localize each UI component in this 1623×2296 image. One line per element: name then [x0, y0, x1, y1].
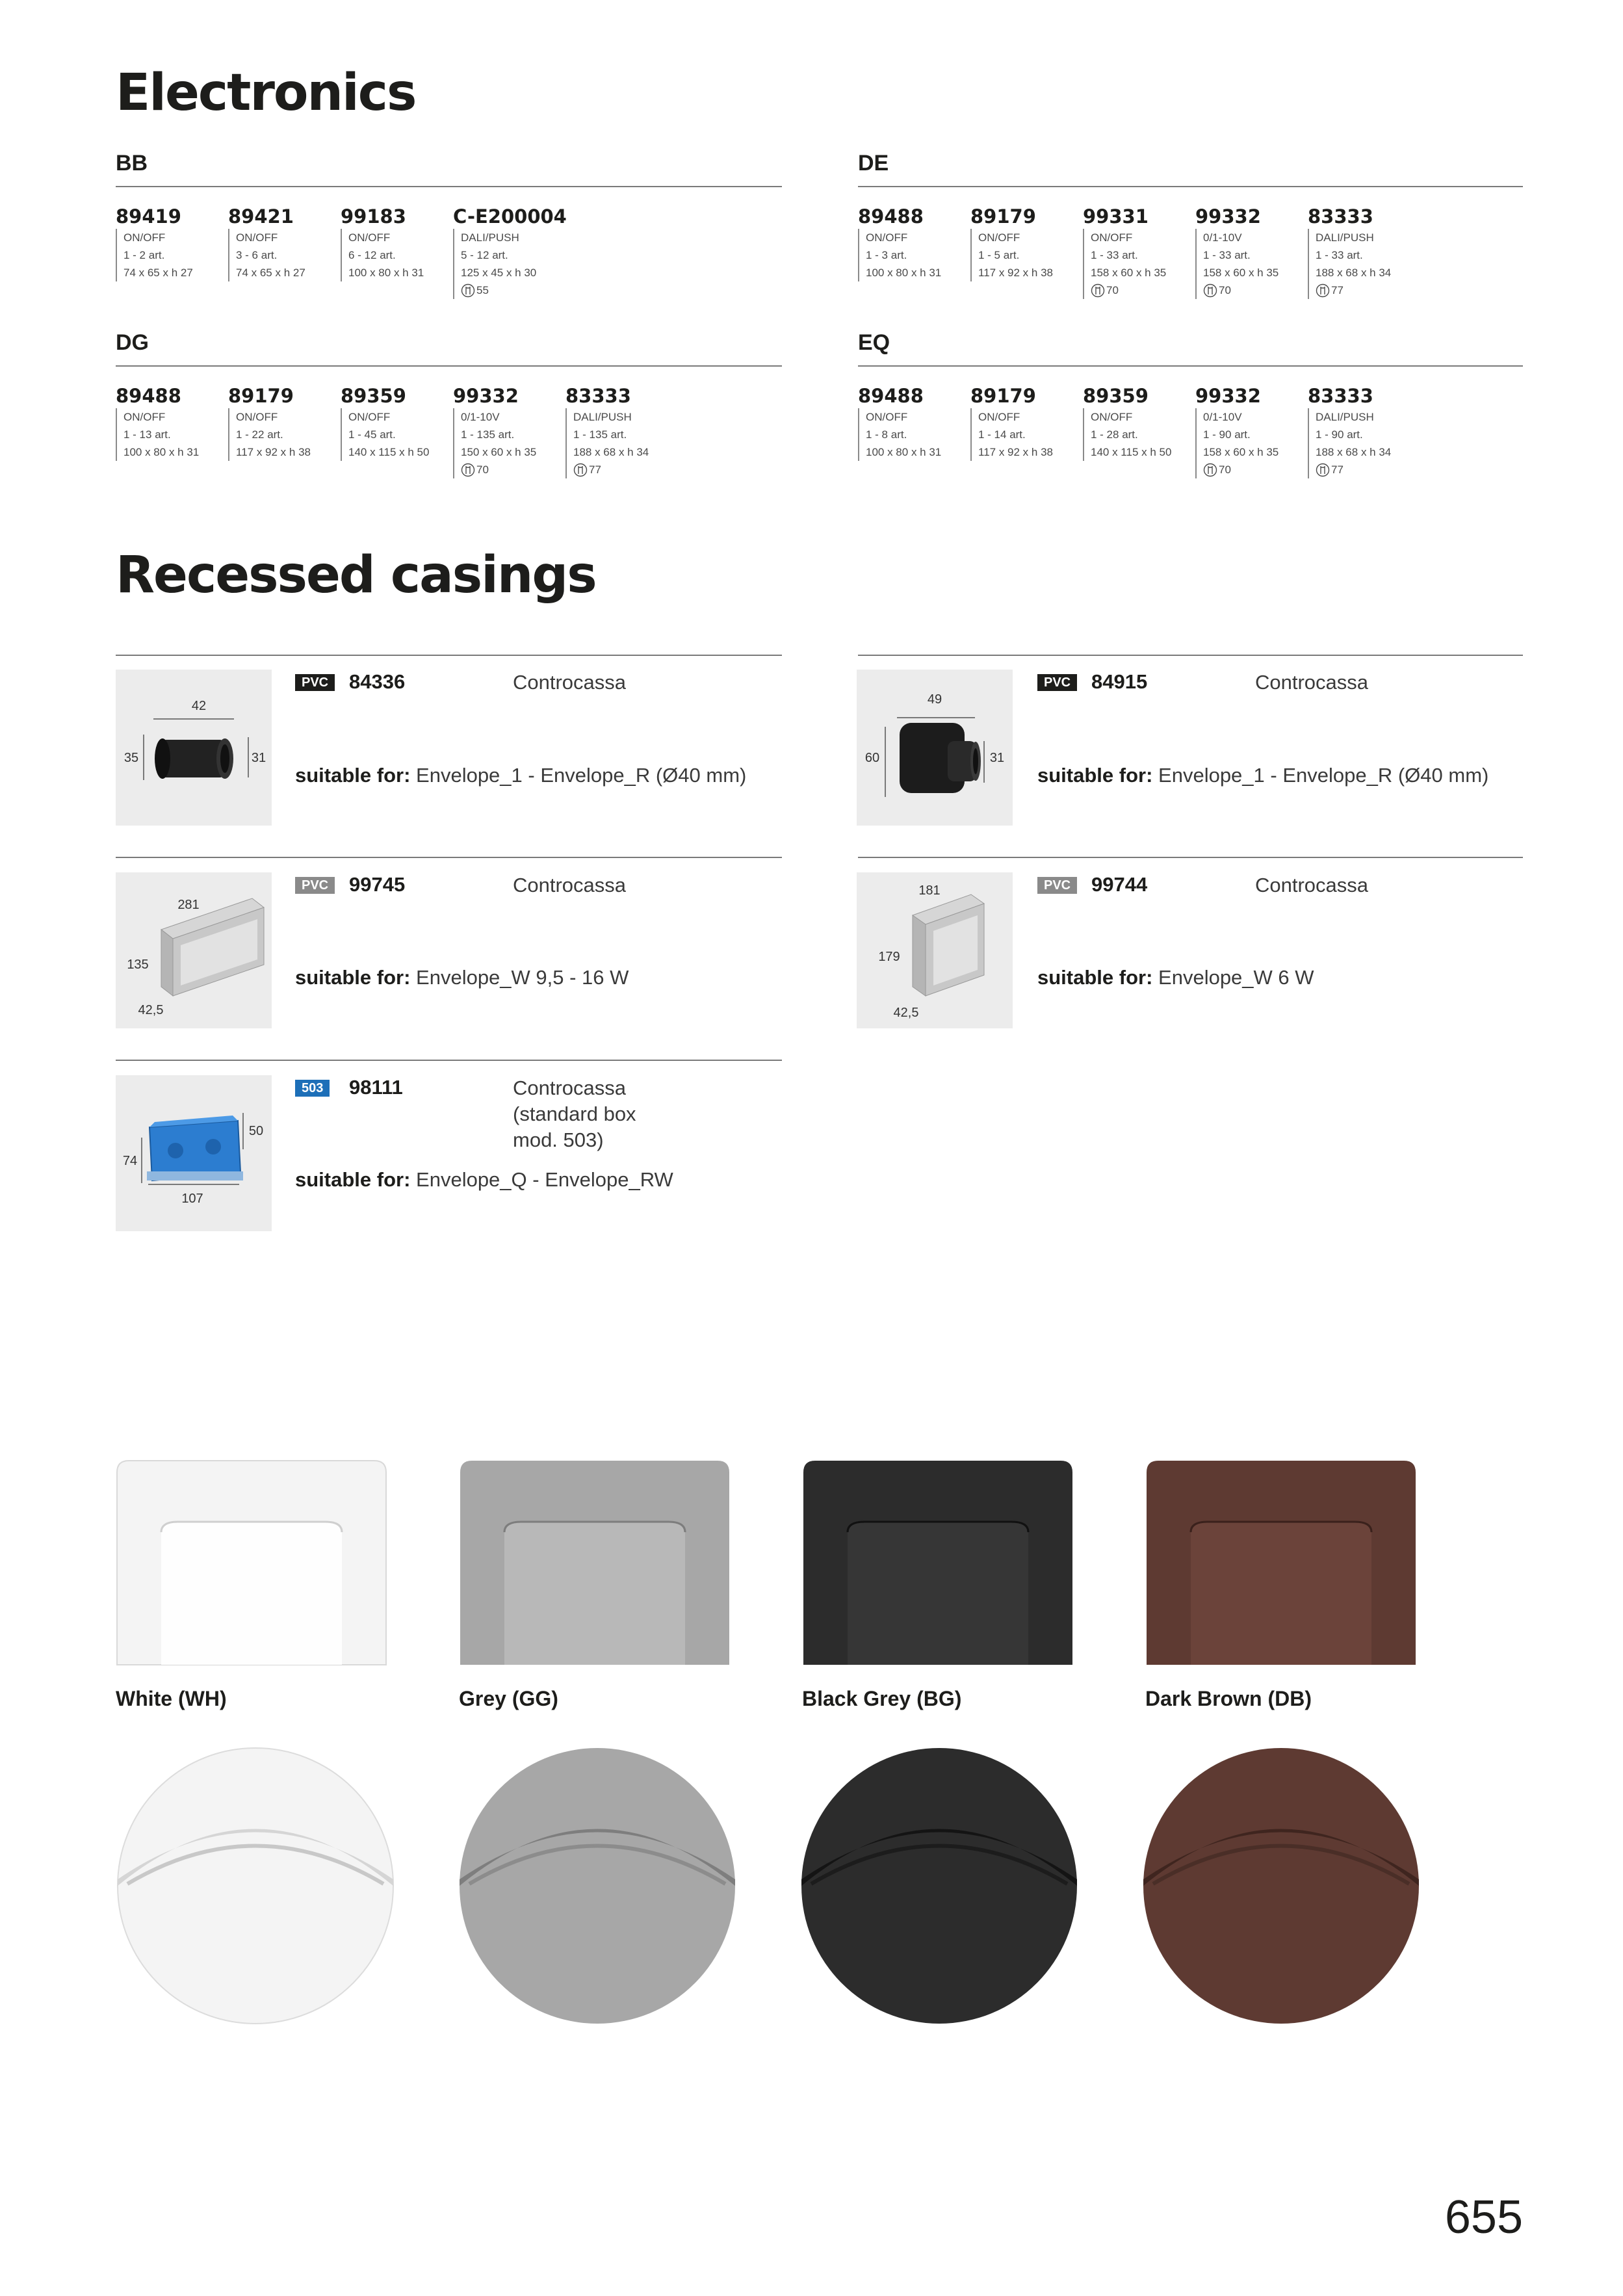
product-image [116, 872, 272, 1028]
driver-item [1308, 385, 1418, 478]
driver-size: 125 x 45 x h 30 [461, 267, 537, 279]
driver-code: 83333 [1308, 205, 1373, 228]
driver-art: 1 - 90 art. [1316, 428, 1363, 441]
product-code: 99744 [1091, 873, 1148, 896]
dim-label: 50 [248, 1124, 264, 1138]
dim-label: 179 [878, 950, 900, 964]
dim-label: 49 [927, 692, 942, 707]
driver-specs [341, 229, 451, 281]
driver-art: 1 - 13 art. [123, 428, 171, 441]
driver-specs [228, 408, 339, 461]
product-code: 98111 [349, 1076, 403, 1099]
driver-art: 1 - 28 art. [1091, 428, 1138, 441]
driver-specs [1083, 408, 1193, 461]
driver-mode: ON/OFF [123, 411, 166, 423]
driver-art: 1 - 5 art. [978, 249, 1020, 261]
driver-size: 158 x 60 x h 35 [1091, 267, 1167, 279]
finish-round-white [116, 1746, 395, 2026]
driver-code: 89488 [116, 385, 181, 407]
dim-label: 74 [122, 1154, 138, 1168]
divider [858, 655, 1523, 656]
finish-round-dark-brown [1141, 1746, 1421, 2026]
ip-value: 70 [1219, 463, 1231, 476]
divider [858, 186, 1523, 187]
ip-value: 70 [476, 463, 489, 476]
driver-specs [341, 408, 451, 461]
driver-item [970, 385, 1081, 461]
suitable-label: suitable for: [1037, 764, 1153, 787]
divider [116, 186, 782, 187]
driver-mode: DALI/PUSH [573, 411, 632, 423]
divider [116, 365, 782, 367]
driver-mode: ON/OFF [978, 411, 1020, 423]
driver-size: 188 x 68 x h 34 [1316, 446, 1392, 458]
suitable-value: Envelope_1 - Envelope_R (Ø40 mm) [1158, 764, 1489, 787]
group-bb-label: BB [116, 151, 148, 176]
driver-art: 1 - 3 art. [866, 249, 907, 261]
divider [858, 857, 1523, 858]
driver-specs [858, 408, 968, 461]
driver-specs [1083, 229, 1193, 299]
driver-specs [565, 408, 676, 478]
driver-code: C-E200004 [453, 205, 567, 228]
ip-rating [1203, 281, 1306, 299]
driver-item [858, 205, 968, 281]
ip-rating-icon [1203, 463, 1217, 477]
ip-rating-icon [1316, 283, 1330, 298]
driver-mode: 0/1-10V [461, 411, 500, 423]
driver-size: 150 x 60 x h 35 [461, 446, 537, 458]
driver-art: 5 - 12 art. [461, 249, 508, 261]
driver-code: 89419 [116, 205, 181, 228]
product-name-line: mod. 503) [513, 1128, 604, 1151]
driver-specs [970, 408, 1081, 461]
finish-round-black-grey [799, 1746, 1079, 2026]
driver-art: 1 - 33 art. [1316, 249, 1363, 261]
suitable-for [295, 966, 629, 989]
driver-art: 1 - 90 art. [1203, 428, 1251, 441]
product-name: Controcassa [513, 671, 627, 694]
group-eq-label: EQ [858, 330, 890, 355]
driver-mode: ON/OFF [236, 411, 278, 423]
material-badge: PVC [295, 877, 335, 894]
ip-rating [1316, 281, 1418, 299]
casing-box-drawing [857, 872, 1013, 1028]
finish-label-grey: Grey (GG) [459, 1687, 558, 1710]
driver-item [116, 385, 226, 461]
driver-specs [858, 229, 968, 281]
material-badge: PVC [1037, 674, 1077, 691]
dim-label: 31 [989, 751, 1005, 765]
dim-label: 181 [918, 883, 941, 898]
driver-size: 100 x 80 x h 31 [348, 267, 424, 279]
driver-specs [228, 229, 339, 281]
driver-code: 89179 [970, 385, 1036, 407]
driver-size: 100 x 80 x h 31 [866, 446, 942, 458]
recessed-title: Recessed casings [116, 546, 596, 605]
ip-rating [1316, 461, 1418, 478]
driver-size: 158 x 60 x h 35 [1203, 446, 1279, 458]
driver-code: 89179 [970, 205, 1036, 228]
driver-code: 99332 [1195, 205, 1261, 228]
driver-item [453, 385, 564, 478]
ip-value: 70 [1106, 284, 1119, 296]
divider [116, 655, 782, 656]
product-code: 84336 [349, 670, 406, 693]
driver-item [228, 205, 339, 281]
material-badge: PVC [1037, 877, 1077, 894]
driver-art: 1 - 14 art. [978, 428, 1026, 441]
product-name: Controcassa [513, 874, 627, 896]
driver-item [970, 205, 1081, 281]
driver-specs [1195, 229, 1306, 299]
driver-size: 188 x 68 x h 34 [1316, 267, 1392, 279]
driver-size: 117 x 92 x h 38 [236, 446, 311, 458]
suitable-label: suitable for: [295, 1168, 411, 1191]
material-badge: PVC [295, 674, 335, 691]
ip-rating-icon [1091, 283, 1105, 298]
product-name [513, 1075, 636, 1153]
dim-label: 42,5 [138, 1003, 164, 1017]
product-name-line: Controcassa [513, 1076, 627, 1099]
driver-art: 1 - 135 art. [573, 428, 627, 441]
driver-art: 1 - 33 art. [1091, 249, 1138, 261]
dim-label: 135 [127, 958, 149, 972]
driver-code: 83333 [565, 385, 631, 407]
ip-rating-icon [1316, 463, 1330, 477]
driver-specs [453, 229, 564, 299]
driver-mode: ON/OFF [123, 231, 166, 244]
driver-code: 89421 [228, 205, 294, 228]
suitable-label: suitable for: [1037, 966, 1153, 989]
driver-mode: ON/OFF [236, 231, 278, 244]
driver-size: 140 x 115 x h 50 [1091, 446, 1172, 458]
divider [858, 365, 1523, 367]
driver-item [1195, 205, 1306, 299]
driver-item [1083, 205, 1193, 299]
finish-label-black-grey: Black Grey (BG) [802, 1687, 962, 1710]
finish-label-white: White (WH) [116, 1687, 227, 1710]
driver-size: 117 x 92 x h 38 [978, 446, 1053, 458]
suitable-value: Envelope_W 9,5 - 16 W [416, 966, 629, 989]
group-dg-label: DG [116, 330, 149, 355]
driver-code: 99183 [341, 205, 406, 228]
suitable-label: suitable for: [295, 764, 411, 787]
driver-item [858, 385, 968, 461]
driver-item [341, 205, 451, 281]
suitable-value: Envelope_Q - Envelope_RW [416, 1168, 673, 1191]
standard-box-503-drawing [116, 1075, 272, 1231]
driver-code: 99332 [1195, 385, 1261, 407]
finish-square-black-grey [802, 1459, 1074, 1666]
suitable-value: Envelope_1 - Envelope_R (Ø40 mm) [416, 764, 747, 787]
driver-art: 6 - 12 art. [348, 249, 396, 261]
page-number: 655 [1444, 2191, 1523, 2243]
divider [116, 1060, 782, 1061]
ip-rating-icon [461, 283, 475, 298]
ip-rating [461, 461, 564, 478]
driver-mode: ON/OFF [866, 411, 908, 423]
driver-item [453, 205, 567, 299]
product-code: 99745 [349, 873, 406, 896]
driver-mode: DALI/PUSH [461, 231, 519, 244]
driver-mode: DALI/PUSH [1316, 231, 1374, 244]
driver-item [341, 385, 451, 461]
suitable-for [295, 764, 746, 787]
driver-specs [1195, 408, 1306, 478]
dim-label: 281 [177, 898, 200, 912]
ip-rating [573, 461, 676, 478]
driver-size: 100 x 80 x h 31 [123, 446, 200, 458]
driver-mode: DALI/PUSH [1316, 411, 1374, 423]
suitable-for [295, 1168, 673, 1192]
driver-art: 1 - 33 art. [1203, 249, 1251, 261]
ip-rating [1091, 281, 1193, 299]
driver-item [1083, 385, 1193, 461]
product-image [116, 1075, 272, 1231]
driver-specs [1308, 408, 1418, 478]
driver-specs [116, 408, 226, 461]
driver-size: 158 x 60 x h 35 [1203, 267, 1279, 279]
driver-art: 1 - 22 art. [236, 428, 283, 441]
driver-size: 188 x 68 x h 34 [573, 446, 649, 458]
ip-value: 77 [1331, 284, 1344, 296]
group-de-label: DE [858, 151, 889, 176]
driver-code: 99332 [453, 385, 519, 407]
dim-label: 107 [181, 1192, 203, 1206]
product-image [857, 670, 1013, 826]
driver-code: 89488 [858, 205, 924, 228]
driver-item [1195, 385, 1306, 478]
driver-item [228, 385, 339, 461]
driver-code: 83333 [1308, 385, 1373, 407]
driver-size: 140 x 115 x h 50 [348, 446, 430, 458]
ip-value: 77 [1331, 463, 1344, 476]
driver-specs [1308, 229, 1418, 299]
driver-size: 117 x 92 x h 38 [978, 267, 1053, 279]
driver-mode: ON/OFF [348, 411, 391, 423]
ip-value: 77 [589, 463, 601, 476]
product-name: Controcassa [1255, 671, 1369, 694]
driver-item [116, 205, 226, 281]
finish-round-grey [458, 1746, 737, 2026]
ip-rating [461, 281, 564, 299]
driver-art: 1 - 135 art. [461, 428, 515, 441]
ip-rating-icon [1203, 283, 1217, 298]
product-code: 84915 [1091, 670, 1148, 693]
driver-code: 89488 [858, 385, 924, 407]
ip-value: 55 [476, 284, 489, 296]
driver-code: 89359 [1083, 385, 1149, 407]
dim-label: 31 [251, 751, 266, 765]
suitable-for [1037, 966, 1314, 989]
driver-mode: ON/OFF [978, 231, 1020, 244]
driver-item [565, 385, 676, 478]
casing-stepped-cylinder-drawing [857, 670, 1013, 826]
ip-rating [1203, 461, 1306, 478]
product-name: Controcassa [1255, 874, 1369, 896]
divider [116, 857, 782, 858]
material-badge: 503 [295, 1080, 330, 1097]
driver-item [1308, 205, 1418, 299]
driver-mode: ON/OFF [866, 231, 908, 244]
product-name-line: (standard box [513, 1102, 636, 1125]
suitable-value: Envelope_W 6 W [1158, 966, 1314, 989]
driver-code: 99331 [1083, 205, 1149, 228]
suitable-label: suitable for: [295, 966, 411, 989]
dim-label: 42 [191, 699, 207, 713]
driver-art: 1 - 2 art. [123, 249, 165, 261]
driver-art: 1 - 45 art. [348, 428, 396, 441]
product-image [116, 670, 272, 826]
suitable-for [1037, 764, 1488, 787]
ip-value: 70 [1219, 284, 1231, 296]
ip-rating-icon [573, 463, 588, 477]
driver-code: 89179 [228, 385, 294, 407]
driver-specs [116, 229, 226, 281]
driver-size: 74 x 65 x h 27 [236, 267, 305, 279]
driver-art: 1 - 8 art. [866, 428, 907, 441]
driver-mode: ON/OFF [348, 231, 391, 244]
casing-cylinder-drawing [116, 670, 272, 826]
dim-label: 35 [123, 751, 139, 765]
driver-size: 100 x 80 x h 31 [866, 267, 942, 279]
finish-label-dark-brown: Dark Brown (DB) [1145, 1687, 1312, 1710]
electronics-title: Electronics [116, 64, 416, 122]
driver-mode: ON/OFF [1091, 411, 1133, 423]
finish-square-dark-brown [1145, 1459, 1417, 1666]
driver-art: 3 - 6 art. [236, 249, 278, 261]
finish-square-white [116, 1459, 387, 1666]
dim-label: 60 [864, 751, 880, 765]
driver-code: 89359 [341, 385, 406, 407]
product-image [857, 872, 1013, 1028]
casing-box-drawing [116, 872, 272, 1028]
driver-size: 74 x 65 x h 27 [123, 267, 193, 279]
driver-specs [453, 408, 564, 478]
dim-label: 42,5 [893, 1006, 919, 1020]
driver-mode: 0/1-10V [1203, 231, 1242, 244]
driver-mode: 0/1-10V [1203, 411, 1242, 423]
finish-square-grey [459, 1459, 731, 1666]
driver-specs [970, 229, 1081, 281]
driver-mode: ON/OFF [1091, 231, 1133, 244]
ip-rating-icon [461, 463, 475, 477]
